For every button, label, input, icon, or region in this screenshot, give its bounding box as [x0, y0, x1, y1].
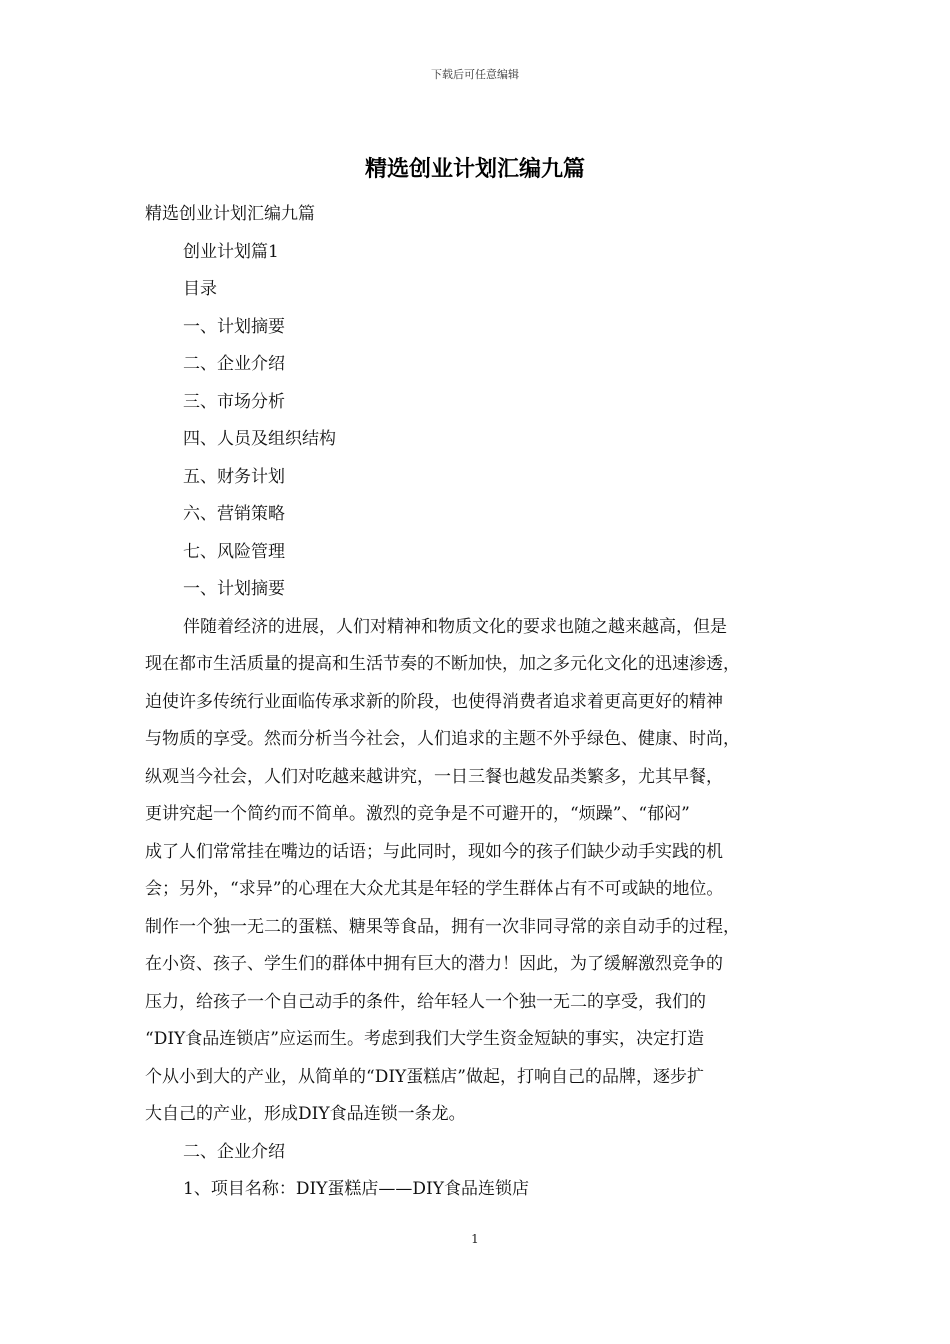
paragraph-line: 更讲究起一个简约而不简单。激烈的竞争是不可避开的，“烦躁”、“郁闷”	[145, 804, 690, 824]
paragraph-line: 成了人们常常挂在嘴边的话语；与此同时，现如今的孩子们缺少动手实践的机	[145, 841, 723, 862]
toc-item: 二、企业介绍	[183, 354, 285, 374]
document-title: 精选创业计划汇编九篇	[364, 157, 585, 182]
project-name-line: 1、项目名称：DIY蛋糕店——DIY食品连锁店	[183, 1179, 529, 1199]
paragraph-line: 个从小到大的产业，从简单的“DIY蛋糕店”做起，打响自己的品牌，逐步扩	[145, 1066, 704, 1087]
paragraph-line: “DIY食品连锁店”应运而生。考虑到我们大学生资金短缺的事实，决定打造	[145, 1029, 704, 1049]
document-body	[145, 196, 807, 1209]
table-of-contents	[145, 309, 807, 572]
toc-item: 五、财务计划	[183, 466, 285, 487]
toc-item: 三、市场分析	[183, 391, 285, 412]
summary-paragraph	[145, 609, 807, 1134]
paragraph-line: 在小资、孩子、学生们的群体中拥有巨大的潜力！因此，为了缓解激烈竞争的	[145, 954, 723, 974]
intro-line: 精选创业计划汇编九篇	[145, 204, 315, 224]
paragraph-line: 伴随着经济的进展，人们对精神和物质文化的要求也随之越来越高，但是	[183, 616, 727, 637]
summary-heading: 一、计划摘要	[183, 579, 285, 599]
page-header-note: 下载后可任意编辑	[431, 68, 519, 81]
paragraph-line: 纵观当今社会，人们对吃越来越讲究，一日三餐也越发品类繁多，尤其早餐，	[145, 766, 723, 787]
paragraph-line: 迫使许多传统行业面临传承求新的阶段，也使得消费者追求着更高更好的精神	[145, 691, 723, 712]
toc-item: 四、人员及组织结构	[183, 429, 336, 449]
paragraph-line: 会；另外，“求异”的心理在大众尤其是年轻的学生群体占有不可或缺的地位。	[145, 879, 724, 899]
page-number: 1	[471, 1232, 479, 1246]
paragraph-line: 现在都市生活质量的提高和生活节奏的不断加快，加之多元化文化的迅速渗透，	[145, 654, 740, 674]
toc-label: 目录	[183, 279, 217, 299]
paragraph-line: 制作一个独一无二的蛋糕、糖果等食品，拥有一次非同寻常的亲自动手的过程，	[145, 916, 740, 937]
toc-item: 一、计划摘要	[183, 316, 285, 337]
company-heading: 二、企业介绍	[183, 1141, 285, 1162]
paragraph-line: 与物质的享受。然而分析当今社会，人们追求的主题不外乎绿色、健康、时尚，	[145, 729, 740, 749]
toc-item: 七、风险管理	[183, 541, 285, 562]
toc-item: 六、营销策略	[183, 504, 285, 524]
paragraph-line: 大自己的产业，形成DIY食品连锁一条龙。	[145, 1104, 466, 1124]
section-heading: 创业计划篇1	[183, 241, 279, 262]
paragraph-line: 压力，给孩子一个自己动手的条件，给年轻人一个独一无二的享受，我们的	[145, 991, 706, 1012]
